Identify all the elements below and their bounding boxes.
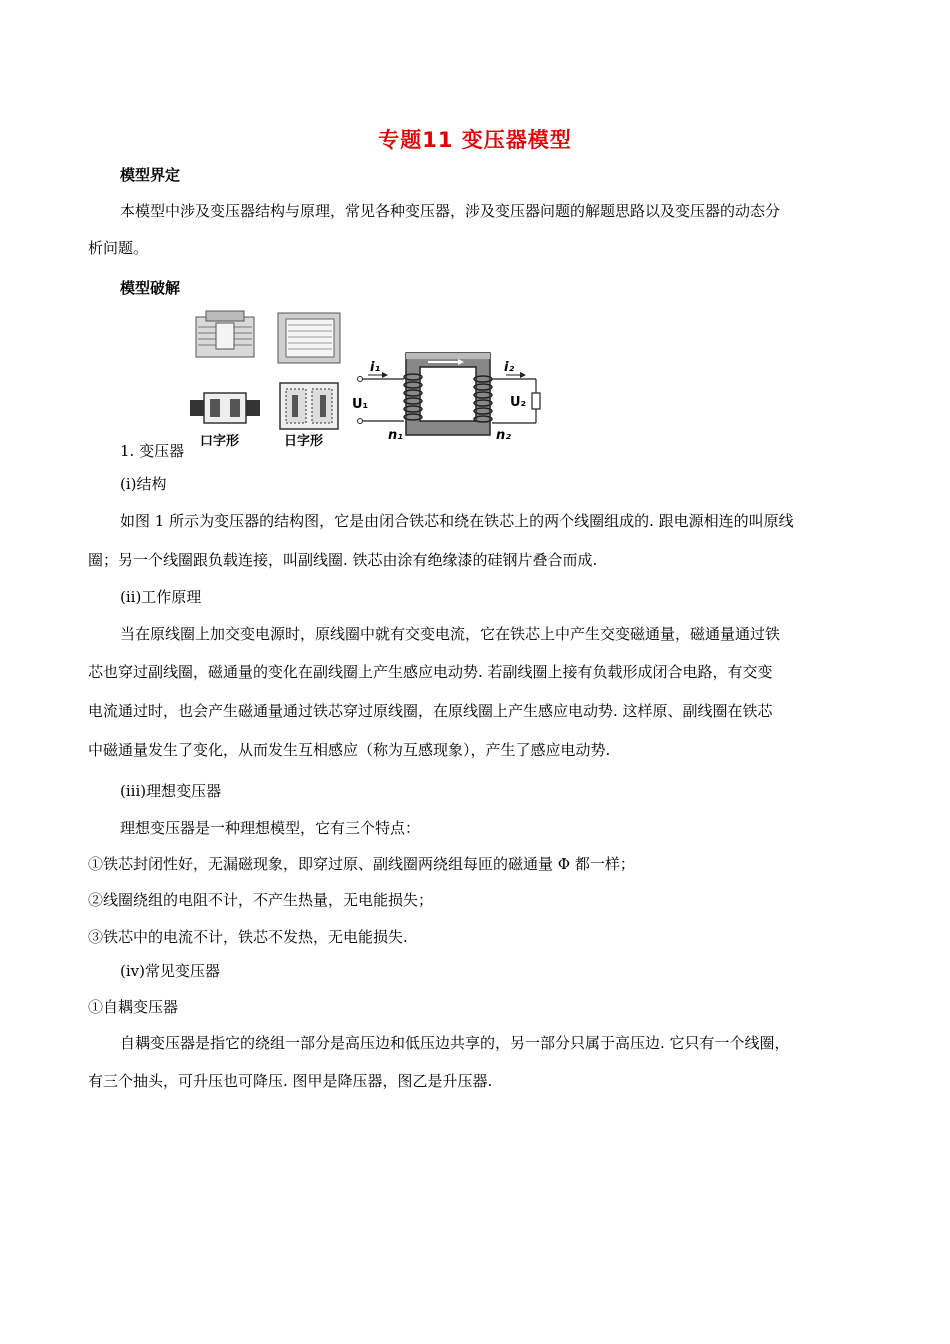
auto-transformer-heading: ①自耦变压器 — [88, 998, 179, 1016]
ideal-point-3: ③铁芯中的电流不计，铁芯不发热，无电能损失. — [88, 928, 408, 946]
structure-text-line2: 圈；另一个线圈跟负载连接，叫副线圈. 铁芯由涂有绝缘漆的硅钢片叠合而成. — [88, 551, 598, 569]
structure-text-line1: 如图 1 所示为变压器的结构图，它是由闭合铁芯和绕在铁芯上的两个线圈组成的. 跟电源相连的叫原线 — [120, 512, 794, 530]
label-u2: U₂ — [510, 395, 527, 410]
label-u1: U₁ — [352, 397, 369, 412]
ideal-point-2: ②线圈绕组的电阻不计，不产生热量，无电能损失； — [88, 891, 434, 909]
common-heading: (iv)常见变压器 — [120, 962, 220, 980]
label-i1: i₁ — [370, 360, 381, 375]
principle-text-line3: 电流通过时，也会产生磁通量通过铁芯穿过原线圈，在原线圈上产生感应电动势. 这样原、副线圈在铁芯 — [88, 702, 773, 720]
ideal-intro: 理想变压器是一种理想模型，它有三个特点： — [120, 819, 421, 837]
definition-heading: 模型界定 — [120, 166, 181, 184]
page-title: 专题11 变压器模型 — [378, 128, 572, 152]
transformer-figure — [188, 305, 550, 455]
kou-core-section — [190, 393, 260, 423]
definition-text-line1: 本模型中涉及变压器结构与原理，常见各种变压器，涉及变压器问题的解题思路以及变压器的动态分 — [120, 202, 781, 220]
label-n1: n₁ — [388, 428, 403, 443]
ideal-heading: (iii)理想变压器 — [120, 782, 222, 800]
label-kou: 口字形 — [200, 434, 240, 449]
ideal-point-1: ①铁芯封闭性好，无漏磁现象，即穿过原、副线圈两绕组每匝的磁通量 Φ 都一样； — [88, 855, 635, 873]
label-ri: 日字形 — [284, 434, 324, 449]
label-n2: n₂ — [496, 428, 511, 443]
principle-text-line4: 中磁通量发生了变化，从而发生互相感应（称为互感现象），产生了感应电动势. — [88, 741, 611, 759]
definition-text-line2: 析问题。 — [88, 239, 149, 257]
structure-heading: (i)结构 — [120, 475, 167, 493]
kou-core-3d-image — [196, 311, 254, 357]
label-i2: i₂ — [504, 360, 515, 375]
principle-text-line2: 芯也穿过副线圈，磁通量的变化在副线圈上产生感应电动势. 若副线圈上接有负载形成闭合电路，有交变 — [88, 663, 773, 681]
item-1-heading: 1. 变压器 — [120, 442, 185, 460]
principle-text-line1: 当在原线圈上加交变电源时，原线圈中就有交变电流，它在铁芯上中产生交变磁通量，磁通量通过铁 — [120, 625, 781, 643]
principle-heading: (ii)工作原理 — [120, 588, 202, 606]
solution-heading: 模型破解 — [120, 279, 181, 297]
ri-core-3d-image — [278, 313, 340, 363]
transformer-diagram — [188, 305, 550, 455]
ri-core-section — [280, 383, 338, 429]
auto-transformer-text-line2: 有三个抽头，可升压也可降压. 图甲是降压器，图乙是升压器. — [88, 1072, 493, 1090]
auto-transformer-text-line1: 自耦变压器是指它的绕组一部分是高压边和低压边共享的，另一部分只属于高压边. 它只有一个线圈， — [120, 1034, 790, 1052]
